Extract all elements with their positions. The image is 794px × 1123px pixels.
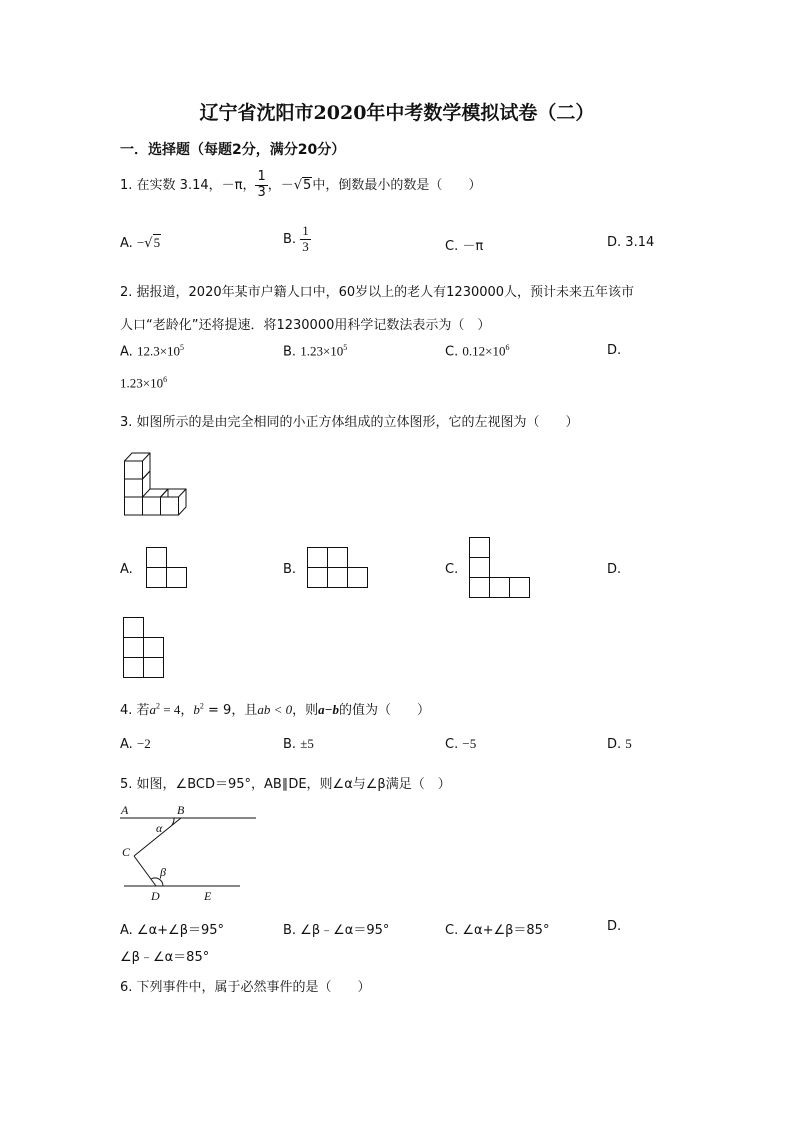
q1-b-fraction bbox=[300, 224, 311, 255]
q4-eq1-rest: = 4， bbox=[160, 702, 194, 717]
q1-c-value: －π bbox=[462, 239, 484, 254]
option-label: B. bbox=[283, 737, 297, 752]
q1-sqrt-value: 5 bbox=[303, 177, 312, 193]
q4-expression: a−b bbox=[318, 702, 340, 717]
q4-exp-b: 2 bbox=[199, 701, 204, 711]
q2-d-exp: 6 bbox=[163, 375, 168, 384]
q1-b-num: 1 bbox=[302, 223, 309, 238]
q4-c-value: −5 bbox=[462, 736, 477, 751]
question-2-line-1: 2. 据报道，2020年某市户籍人口中，60岁以上的老人有1230000人，预计未来五年该市 bbox=[120, 285, 635, 300]
q1-d-value: 3.14 bbox=[625, 235, 655, 250]
q1-sqrt-sign: √ bbox=[293, 177, 303, 193]
q4-b-value: ±5 bbox=[300, 736, 314, 751]
q1-a-value: 5 bbox=[153, 235, 161, 250]
q3-option-c-figure[interactable] bbox=[469, 537, 531, 599]
q5-option-a[interactable]: A. ∠α+∠β＝95° bbox=[120, 923, 225, 938]
label-E: E bbox=[204, 889, 212, 903]
q4-eq2-rest: = 9，且 bbox=[203, 703, 258, 718]
q4-mid: ，则 bbox=[292, 703, 319, 718]
q5-geometry-figure bbox=[118, 800, 263, 905]
q3-solid-figure bbox=[124, 446, 194, 518]
option-label: A. bbox=[120, 737, 133, 752]
q1-fraction bbox=[255, 170, 267, 201]
question-5: 5. 如图，∠BCD＝95°，AB∥DE，则∠α与∠β满足（ ） bbox=[120, 777, 451, 792]
question-1 bbox=[120, 170, 481, 201]
q1-a-sign: − bbox=[136, 235, 145, 250]
q4-option-c[interactable] bbox=[445, 736, 476, 752]
option-label: C. bbox=[445, 737, 459, 752]
q5-option-c[interactable]: C. ∠α+∠β＝85° bbox=[445, 923, 550, 938]
q5-option-b[interactable]: B. ∠β﹣∠α＝95° bbox=[283, 923, 390, 938]
option-label: C. bbox=[445, 239, 459, 254]
q1-suffix: 中，倒数最小的数是（ ） bbox=[312, 177, 482, 193]
q5-option-d-label[interactable]: D. bbox=[607, 919, 622, 934]
label-beta: β bbox=[160, 865, 166, 879]
q1-mid: ，－ bbox=[267, 177, 294, 193]
q2-c-base: 0.12×10 bbox=[462, 343, 506, 359]
q2-a-exp: 5 bbox=[180, 343, 185, 352]
option-label: B. bbox=[283, 231, 297, 247]
option-label: D. bbox=[607, 235, 622, 250]
q2-d-base: 1.23×10 bbox=[120, 375, 164, 391]
question-6: 6. 下列事件中，属于必然事件的是（ ） bbox=[120, 980, 371, 995]
q4-var-a: a bbox=[149, 702, 157, 717]
section-heading: 一．选择题（每题2分，满分20分） bbox=[120, 142, 346, 158]
q1-a-sqrt-sign: √ bbox=[144, 236, 153, 251]
question-3: 3. 如图所示的是由完全相同的小正方体组成的立体图形，它的左视图为（ ） bbox=[120, 415, 579, 430]
q1-option-d[interactable] bbox=[607, 235, 654, 250]
page-title: 辽宁省沈阳市2020年中考数学模拟试卷（二） bbox=[199, 102, 595, 124]
q2-option-d-value bbox=[120, 375, 167, 391]
q3-option-d-figure[interactable] bbox=[123, 617, 165, 679]
q3-option-b-figure[interactable] bbox=[307, 547, 369, 589]
q1-option-c[interactable] bbox=[445, 235, 483, 254]
option-label: C. bbox=[445, 344, 459, 360]
q4-option-a[interactable] bbox=[120, 736, 151, 752]
q1-option-b[interactable] bbox=[283, 224, 311, 255]
q2-option-a[interactable] bbox=[120, 343, 184, 359]
label-C: C bbox=[122, 845, 131, 859]
q2-a-base: 12.3×10 bbox=[136, 343, 181, 359]
question-2-line-2: 人口“老龄化”还将提速．将1230000用科学记数法表示为（ ） bbox=[120, 318, 491, 333]
q2-option-c[interactable] bbox=[445, 343, 509, 359]
q3-option-a-label[interactable]: A. bbox=[120, 562, 133, 577]
q2-b-exp: 5 bbox=[343, 343, 348, 352]
label-B: B bbox=[177, 803, 185, 817]
q5-option-d-value: ∠β﹣∠α＝85° bbox=[120, 950, 210, 965]
q4-suffix: 的值为（ ） bbox=[339, 703, 431, 718]
q3-option-b-label[interactable]: B. bbox=[283, 562, 297, 577]
q2-option-b[interactable] bbox=[283, 343, 347, 359]
q1-option-a[interactable] bbox=[120, 235, 161, 251]
q1-prefix: 1. 在实数 3.14，－π， bbox=[120, 177, 256, 193]
q3-option-d-label[interactable]: D. bbox=[607, 562, 622, 577]
q4-option-b[interactable] bbox=[283, 736, 314, 752]
q2-b-base: 1.23×10 bbox=[300, 343, 344, 359]
q4-exp-a: 2 bbox=[156, 701, 161, 711]
label-D: D bbox=[151, 889, 160, 903]
q4-var-b: b bbox=[193, 702, 200, 717]
q4-option-d[interactable] bbox=[607, 736, 632, 752]
q4-d-value: 5 bbox=[625, 736, 632, 751]
q1-b-den: 3 bbox=[302, 238, 309, 254]
q1-frac-den: 3 bbox=[257, 184, 266, 200]
option-label: A. bbox=[120, 344, 133, 360]
q3-option-c-label[interactable]: C. bbox=[445, 562, 459, 577]
option-label: D. bbox=[607, 737, 622, 752]
q2-option-d-label[interactable]: D. bbox=[607, 343, 622, 358]
q3-option-a-figure[interactable] bbox=[146, 547, 188, 589]
question-4 bbox=[120, 699, 430, 718]
q2-c-exp: 6 bbox=[505, 343, 510, 352]
label-A: A bbox=[121, 803, 129, 817]
q4-prefix: 4. 若 bbox=[120, 703, 150, 718]
q4-a-value: −2 bbox=[136, 736, 151, 751]
q1-frac-num: 1 bbox=[257, 169, 266, 184]
option-label: A. bbox=[120, 236, 133, 251]
q4-condition: ab < 0 bbox=[257, 702, 293, 717]
label-alpha: α bbox=[156, 821, 163, 835]
option-label: B. bbox=[283, 344, 297, 360]
